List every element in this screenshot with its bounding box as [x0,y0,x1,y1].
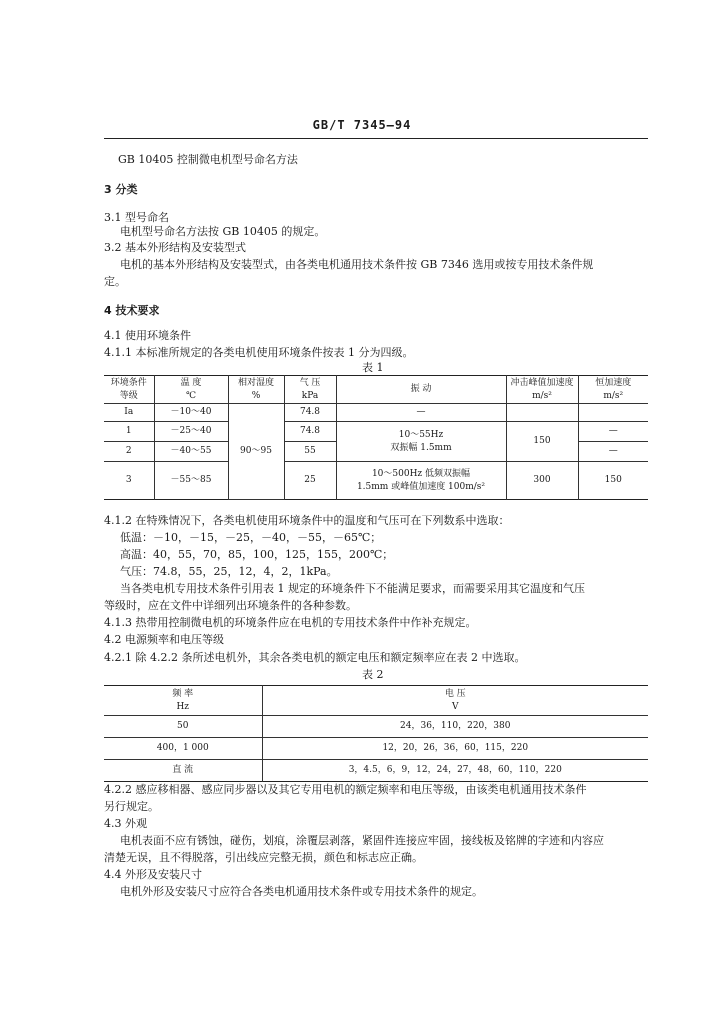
cell-temp: －40～55 [154,442,228,462]
cell-level: 3 [104,462,154,500]
cell-frequency: 400，1 000 [104,738,262,760]
pressure-series: 气压：74.8，55，25，12，4，2，1kPa。 [120,565,338,578]
section-4-2-1: 4.2.1 除 4.2.2 条所述电机外，其余各类电机的额定电压和额定频率应在表 2 中选取。 [104,651,526,664]
section-4-title: 4 技术要求 [104,304,160,317]
header-rule [104,138,648,139]
th-vibration: 振 动 [336,376,506,404]
section-4-1-1: 4.1.1 本标准所规定的各类电机使用环境条件按表 1 分为四级。 [104,346,414,359]
reference-line: GB 10405 控制微电机型号命名方法 [118,153,298,166]
cell-pressure: 25 [284,462,336,500]
cell-acceleration: 150 [578,462,648,500]
section-4-4-title: 4.4 外形及安装尺寸 [104,868,202,881]
th-acceleration: 恒加速度 m/s² [578,376,648,404]
cell-vibration: 10～500Hz 低频双振幅 1.5mm 或峰值加速度 100m/s² [336,462,506,500]
cell-voltage: 3，4.5，6，9，12，24，27，48，60，110，220 [348,765,562,775]
cell-level: 2 [104,442,154,462]
cell-shock: 150 [506,422,578,462]
section-4-1-title: 4.1 使用环境条件 [104,329,191,342]
section-4-2-title: 4.2 电源频率和电压等级 [104,633,224,646]
cell-temp: －55～85 [154,462,228,500]
th-humidity: 相对湿度 % [228,376,284,404]
cell-vibration: — [336,404,506,422]
section-3-2-body-cont: 定。 [104,275,126,288]
section-4-2-2-cont: 另行规定。 [104,800,159,813]
section-4-3-body-cont: 清楚无误，且不得脱落，引出线应完整无损，颜色和标志应正确。 [104,851,423,864]
cell-vibration: 10～55Hz 双振幅 1.5mm [336,422,506,462]
table-1-caption: 表 1 [362,361,384,374]
section-4-2-2: 4.2.2 感应移相器、感应同步器以及其它专用电机的额定频率和电压等级，由该类电机通用技术条件 [104,783,587,796]
cell-temp: －25～40 [154,422,228,442]
th-temp: 温 度 ℃ [154,376,228,404]
cell-acceleration: — [578,442,648,462]
note-line-1: 当各类电机专用技术条件引用表 1 规定的环境条件下不能满足要求，而需要采用其它温度和气压 [120,582,585,595]
high-temp-series: 高温：40，55，70，85，100，125，155，200℃； [120,548,394,561]
th-pressure: 气 压 kPa [284,376,336,404]
section-4-3-title: 4.3 外观 [104,817,147,830]
th-voltage: 电 压 V [262,686,648,716]
cell-acceleration: — [578,422,648,442]
cell-voltage: 12，20，26，36，60，115，220 [262,738,648,760]
environment-table [104,375,648,500]
cell-pressure: 55 [284,442,336,462]
section-3-title: 3 分类 [104,183,138,196]
cell-pressure: 74.8 [284,422,336,442]
th-shock: 冲击峰值加速度 m/s² [506,376,578,404]
section-3-2-body: 电机的基本外形结构及安装型式，由各类电机通用技术条件按 GB 7346 选用或按专用技术条件规 [120,258,594,271]
cell-shock: 300 [506,462,578,500]
table-2-caption: 表 2 [362,668,384,681]
th-frequency: 频 率 Hz [104,686,262,716]
cell-pressure: 74.8 [284,404,336,422]
section-3-1-title: 3.1 型号命名 [104,211,169,224]
section-4-1-3: 4.1.3 热带用控制微电机的环境条件应在电机的专用技术条件中作补充规定。 [104,616,477,629]
section-4-1-2: 4.1.2 在特殊情况下，各类电机使用环境条件中的温度和气压可在下列数系中选取： [104,514,510,527]
cell-frequency: 直 流 [104,760,262,782]
th-level: 环境条件 等级 [104,376,154,404]
cell-level: 1 [104,422,154,442]
section-4-4-body: 电机外形及安装尺寸应符合各类电机通用技术条件或专用技术条件的规定。 [120,885,483,898]
section-4-3-body: 电机表面不应有锈蚀，碰伤，划痕，涂覆层剥落，紧固件连接应牢固，接线板及铭牌的字迹和内容应 [120,834,604,847]
cell-level: Ia [104,404,154,422]
voltage-frequency-table [104,685,648,782]
standard-code-header: GB/T 7345—94 [312,118,412,132]
note-line-2: 等级时，应在文件中详细列出环境条件的各种参数。 [104,599,357,612]
low-temp-series: 低温：－10，－15，－25，－40，－55，－65℃； [120,531,382,544]
section-3-2-title: 3.2 基本外形结构及安装型式 [104,241,246,254]
cell-voltage: 24，36，110，220，380 [262,716,648,738]
section-3-1-body: 电机型号命名方法按 GB 10405 的规定。 [120,225,326,238]
cell-humidity: 90～95 [228,404,284,500]
cell-temp: －10～40 [154,404,228,422]
cell-frequency: 50 [104,716,262,738]
